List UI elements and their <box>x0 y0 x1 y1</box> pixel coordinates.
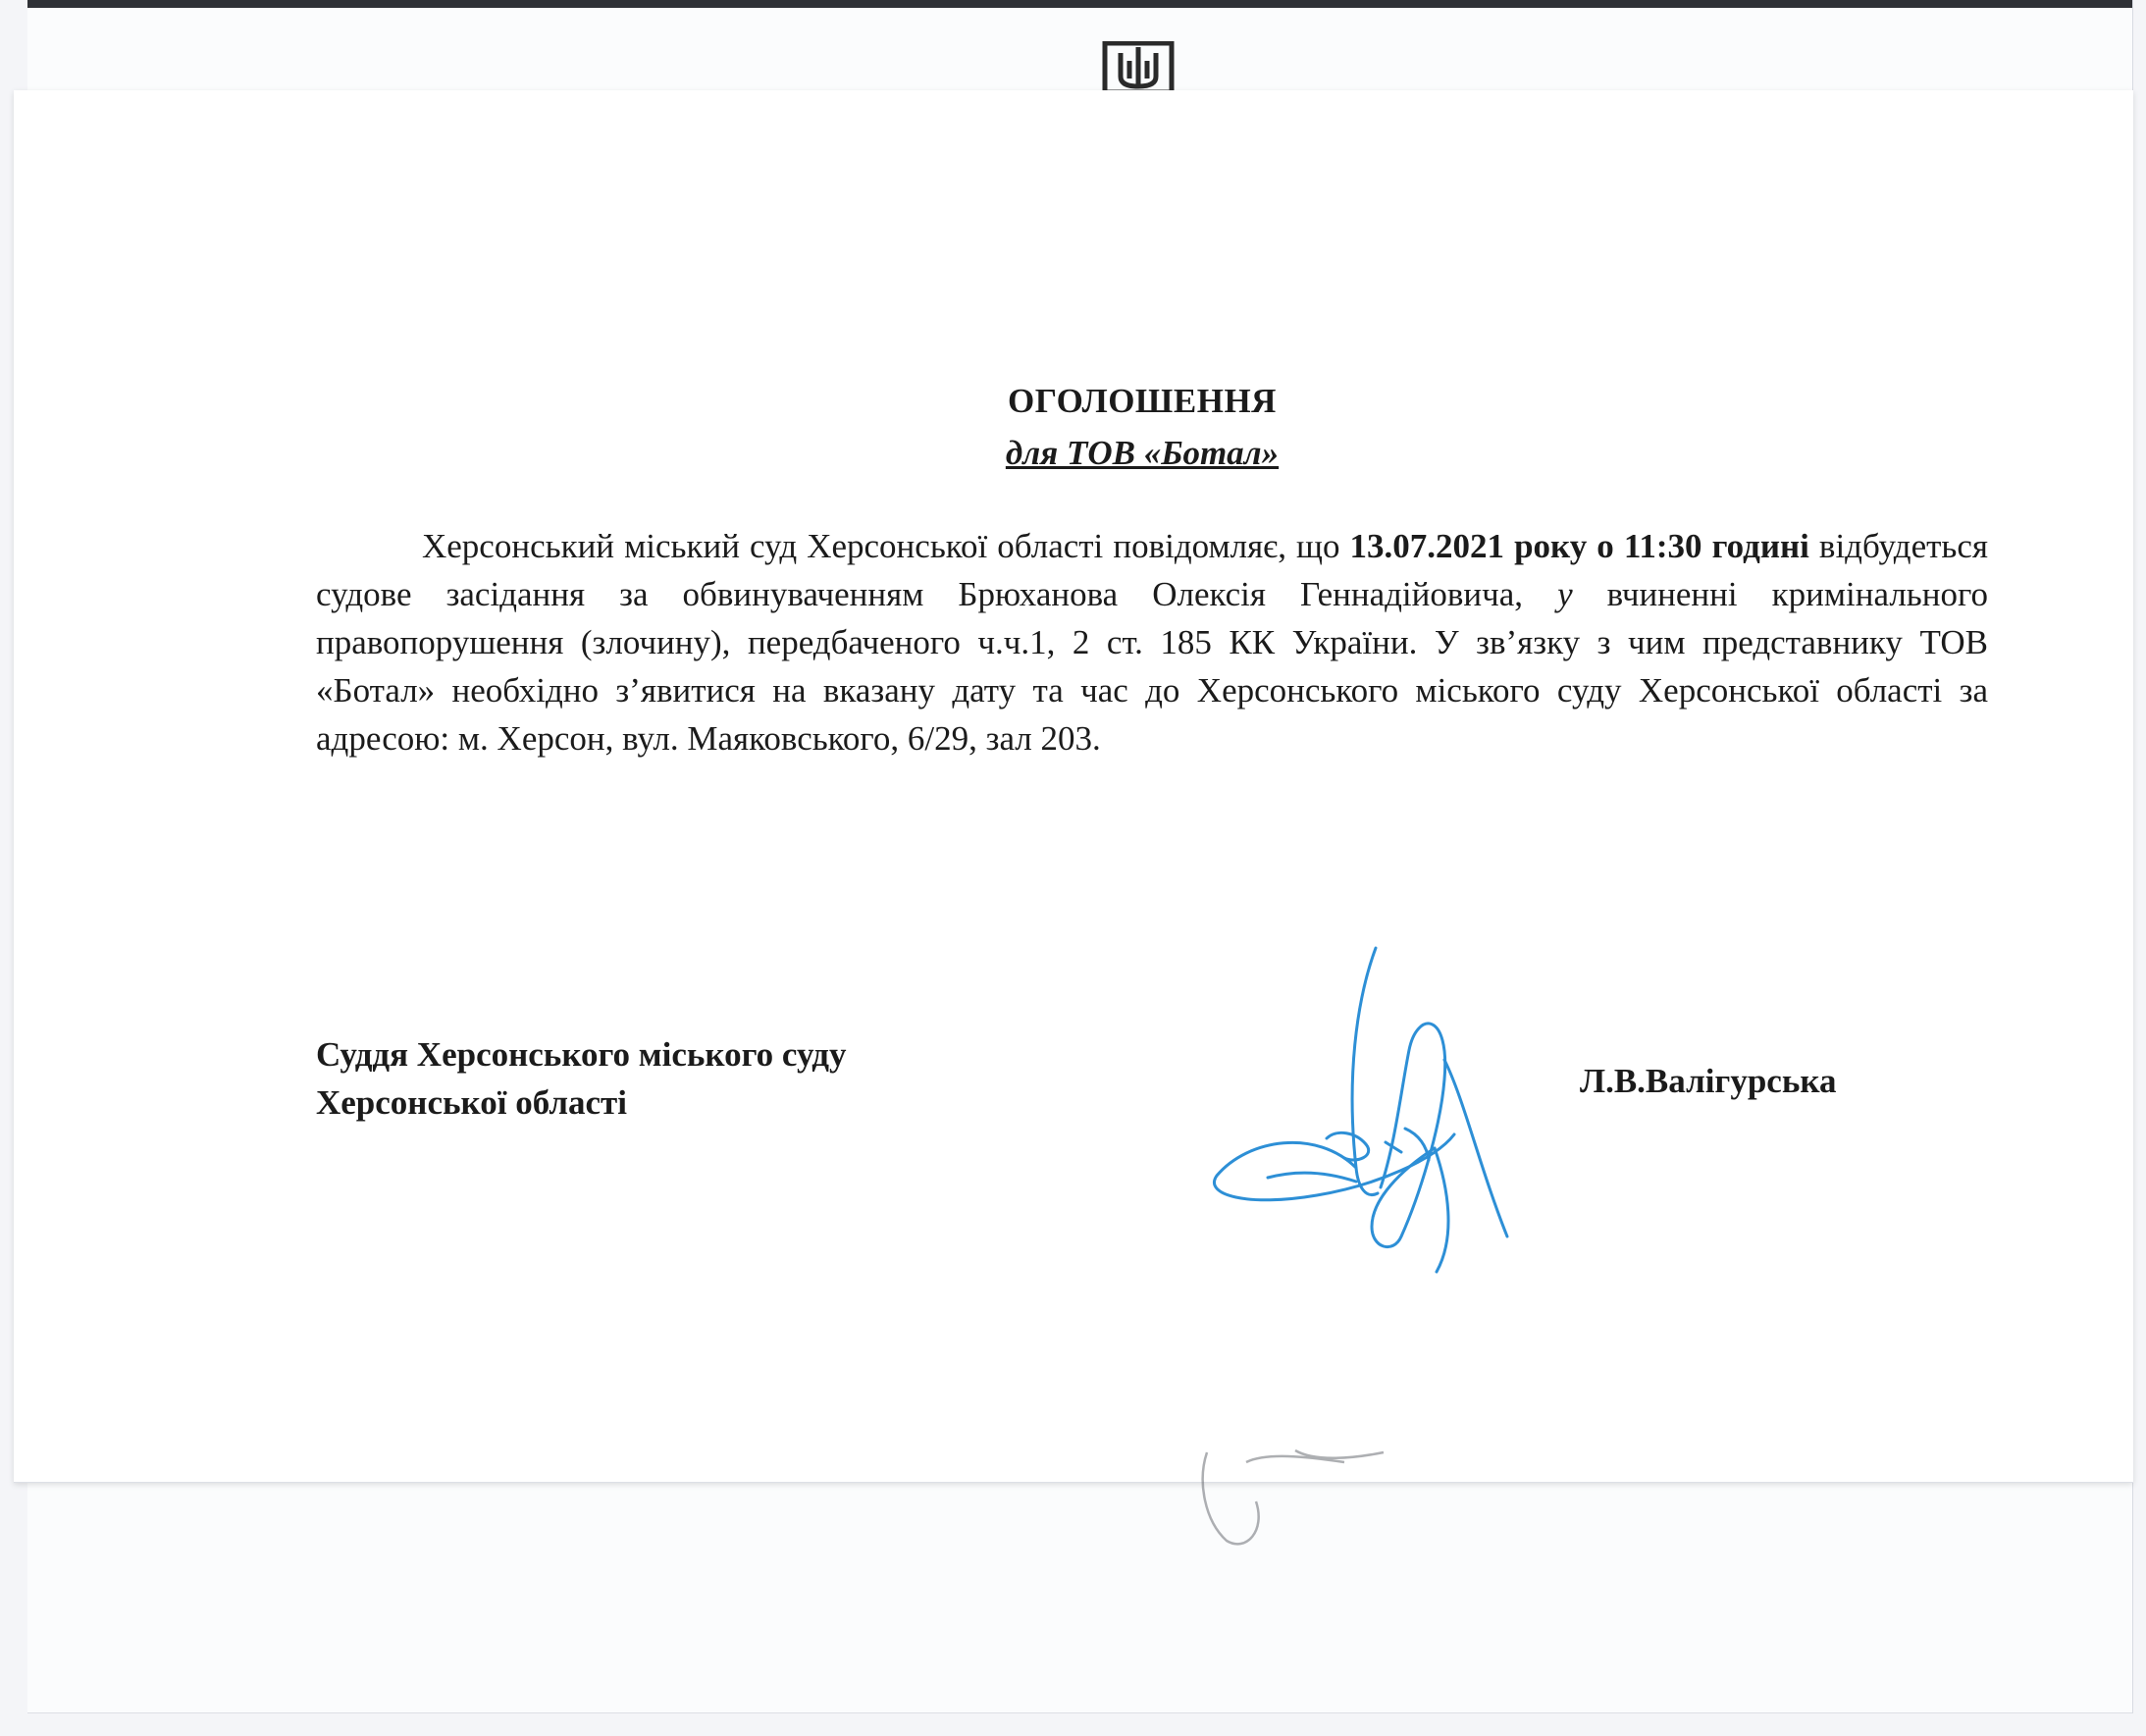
notice-paragraph <box>316 522 1988 763</box>
notice-body <box>316 522 1988 763</box>
body-text-part3: вчиненні кримінального правопорушення (злочину), передбаченого ч.ч.1, 2 ст. 185 КК України. У зв’язку з чим представнику ТОВ «Ботал» необхідно з’явитися на вказану дату та час до Херсонського міського суду Херсонської області за адресою: м. Херсон, вул. Маяковського, 6/29, зал 203. <box>316 575 1988 758</box>
handwritten-signature <box>1209 942 1523 1295</box>
judge-position <box>316 1030 846 1127</box>
background-signature-fragment <box>1187 1443 1403 1560</box>
trident-emblem-icon <box>1097 41 1179 92</box>
body-text-u: у <box>1557 575 1573 613</box>
judge-position-line2: Херсонської області <box>316 1083 627 1122</box>
notice-subtitle: для ТОВ «Ботал» <box>1005 434 1280 472</box>
hearing-datetime: 13.07.2021 року о 11:30 годині <box>1349 527 1809 565</box>
notice-title: ОГОЛОШЕННЯ <box>1008 382 1277 420</box>
background-sheet-edge <box>27 0 2132 8</box>
judge-position-line1: Суддя Херсонського міського суду <box>316 1035 847 1074</box>
judge-name: Л.В.Валігурська <box>1580 1062 1837 1100</box>
body-text-part2: відбудеться судове засідання за обвинуваченням Брюханова Олексія Геннадійовича, <box>316 527 1988 613</box>
notice-sheet <box>14 90 2133 1483</box>
body-text-part1: Херсонський міський суд Херсонської області повідомляє, що <box>422 527 1350 565</box>
